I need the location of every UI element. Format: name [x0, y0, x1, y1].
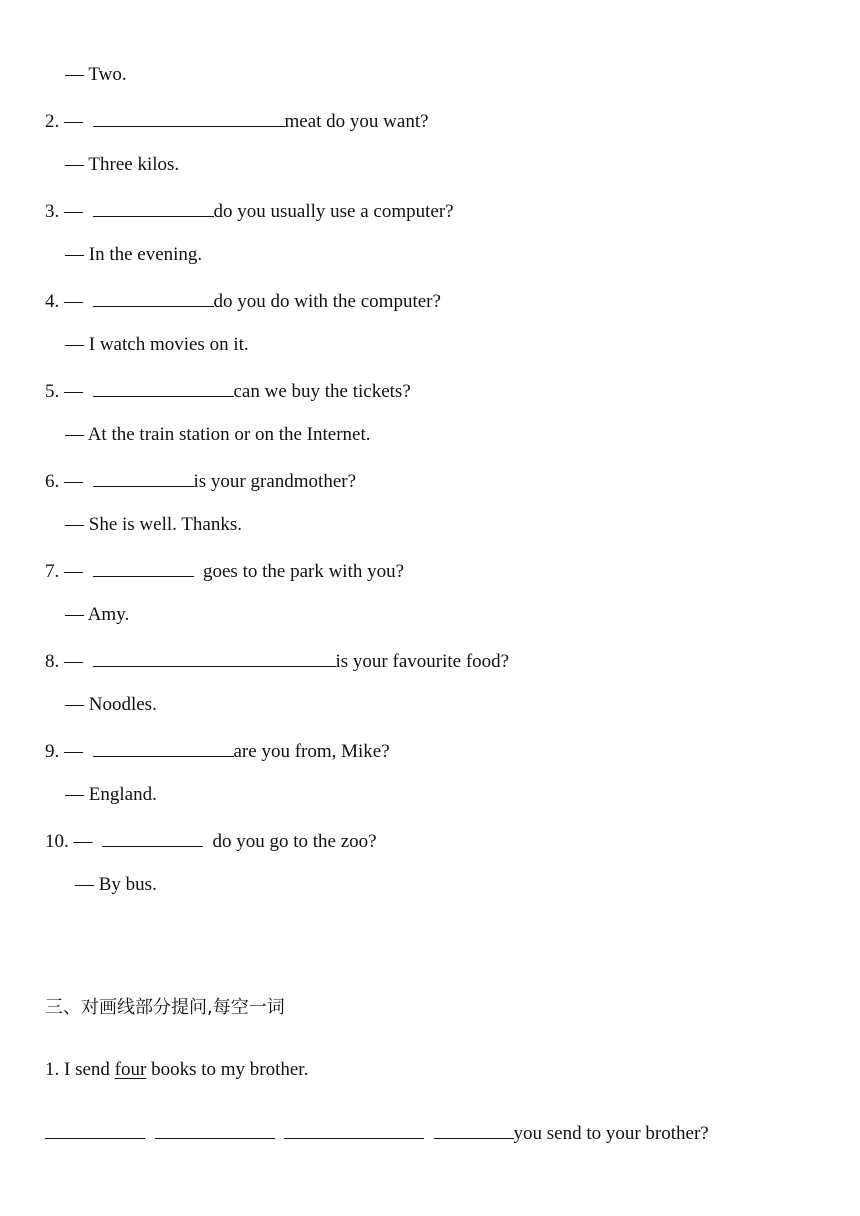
question-3: [45, 198, 454, 224]
answer-blank[interactable]: [155, 1120, 275, 1139]
answer-blank[interactable]: [93, 648, 336, 667]
answer-6: — She is well. Thanks.: [65, 514, 242, 535]
question-5: [45, 378, 411, 404]
question-number: 7.: [45, 561, 60, 582]
answer-blank[interactable]: [434, 1120, 514, 1139]
question-text: is your favourite food?: [335, 651, 510, 672]
question-number: 2.: [45, 111, 60, 132]
question-dash: —: [64, 471, 83, 492]
question-text: do you usually use a computer?: [213, 201, 454, 222]
question-number: 4.: [45, 291, 60, 312]
answer-blank[interactable]: [45, 1120, 145, 1139]
question-number: 3.: [45, 201, 60, 222]
question-6: [45, 468, 356, 494]
question-text: is your grandmother?: [193, 471, 357, 492]
question-10: [45, 828, 377, 854]
answer-10: — By bus.: [75, 874, 157, 895]
question-suffix: books to my brother.: [146, 1059, 309, 1080]
question-text: meat do you want?: [284, 111, 429, 132]
question-4: [45, 288, 441, 314]
answer-9: — England.: [65, 784, 157, 805]
answer-blank[interactable]: [102, 828, 203, 847]
question-dash: —: [64, 291, 83, 312]
question-number: 10.: [45, 831, 69, 852]
question-text: goes to the park with you?: [203, 561, 405, 582]
question-2: [45, 108, 429, 134]
question-7: [45, 558, 404, 584]
question-dash: —: [64, 651, 83, 672]
question-9: [45, 738, 390, 764]
answer-5: — At the train station or on the Internet.: [65, 424, 371, 445]
question-number: 9.: [45, 741, 60, 762]
answer-blank[interactable]: [93, 378, 234, 397]
section3-question-1: [45, 1058, 308, 1082]
answer-blank[interactable]: [93, 468, 194, 487]
question-text: do you do with the computer?: [213, 291, 441, 312]
question-dash: —: [64, 381, 83, 402]
question-dash: —: [64, 201, 83, 222]
answer-blank[interactable]: [284, 1120, 424, 1139]
question-8: [45, 648, 509, 674]
underlined-word: four: [114, 1059, 147, 1080]
answer-blank[interactable]: [93, 108, 285, 127]
question-dash: —: [64, 741, 83, 762]
answer-tail-text: you send to your brother?: [513, 1123, 709, 1144]
answer-7: — Amy.: [65, 604, 130, 625]
answer-8: — Noodles.: [65, 694, 157, 715]
question-dash: —: [64, 561, 83, 582]
answer-4: — I watch movies on it.: [65, 334, 249, 355]
answer-blank[interactable]: [93, 738, 234, 757]
answer-blank[interactable]: [93, 288, 214, 307]
section-heading: 三、对画线部分提问,每空一词: [45, 997, 285, 1018]
section3-answer-line: [45, 1120, 709, 1146]
answer-2: — Three kilos.: [65, 154, 180, 175]
question-text: do you go to the zoo?: [212, 831, 377, 852]
question-dash: —: [73, 831, 93, 852]
question-number: 5.: [45, 381, 60, 402]
answer-blank[interactable]: [93, 558, 194, 577]
question-number: 8.: [45, 651, 60, 672]
question-number: 6.: [45, 471, 60, 492]
answer-1: — Two.: [65, 64, 127, 85]
answer-3: — In the evening.: [65, 244, 203, 265]
answer-blank[interactable]: [93, 198, 214, 217]
question-prefix: 1. I send: [45, 1059, 115, 1080]
question-dash: —: [64, 111, 83, 132]
question-text: can we buy the tickets?: [233, 381, 411, 402]
question-text: are you from, Mike?: [233, 741, 390, 762]
